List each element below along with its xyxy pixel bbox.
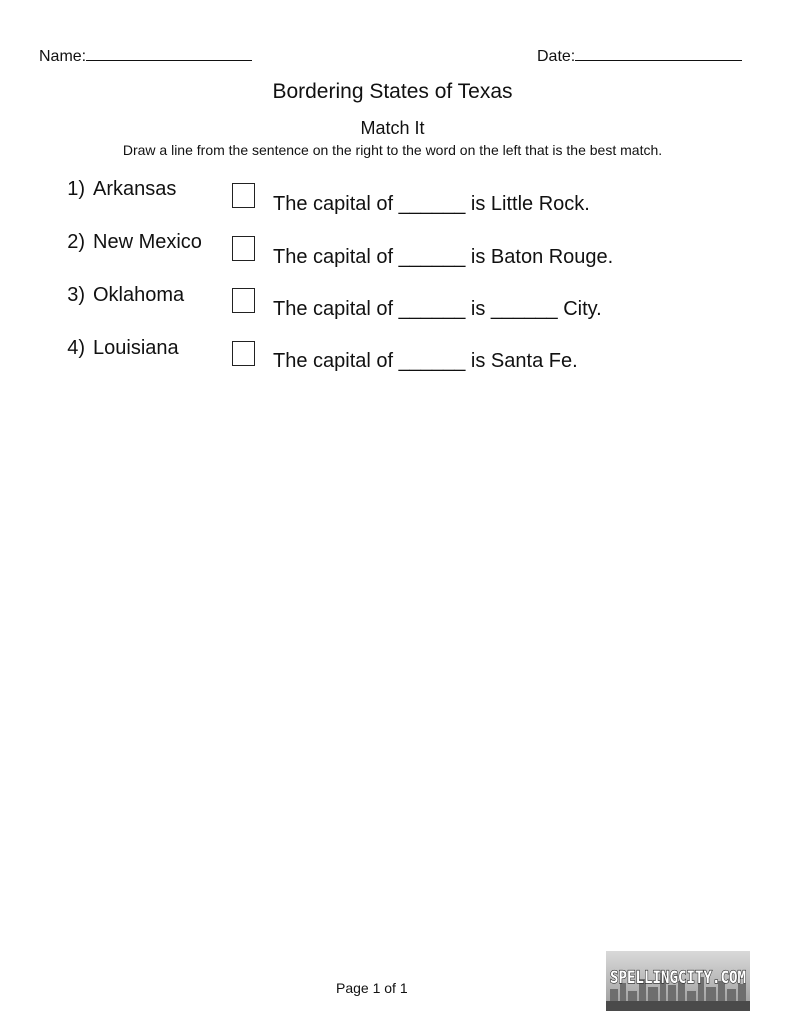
spellingcity-logo <box>606 951 750 1011</box>
word-label: Arkansas <box>93 178 177 200</box>
answer-checkbox-3[interactable] <box>232 288 255 313</box>
word-label: Oklahoma <box>93 284 185 306</box>
word-label: New Mexico <box>93 231 202 253</box>
logo-text: SPELLINGCITY.COM <box>610 968 746 988</box>
date-blank-line[interactable] <box>575 46 742 61</box>
answer-checkbox-1[interactable] <box>232 183 255 208</box>
name-label: Name: <box>39 48 87 65</box>
word-number: 3) <box>67 284 85 306</box>
word-item-1 <box>51 178 176 200</box>
answer-checkbox-4[interactable] <box>232 341 255 366</box>
page-number: Page 1 of 1 <box>336 980 408 996</box>
sentence-2: The capital of ______ is Baton Rouge. <box>273 246 614 268</box>
word-item-2 <box>51 231 202 253</box>
sentence-4: The capital of ______ is Santa Fe. <box>273 350 578 372</box>
sentence-3: The capital of ______ is ______ City. <box>273 298 602 320</box>
word-label: Louisiana <box>93 337 179 359</box>
skyline-logo-icon <box>606 951 750 1011</box>
date-label: Date: <box>537 48 576 65</box>
worksheet-subtitle: Match It <box>360 118 425 138</box>
word-number: 4) <box>67 337 85 359</box>
word-item-4 <box>51 337 179 359</box>
sentence-1: The capital of ______ is Little Rock. <box>273 193 590 215</box>
name-blank-line[interactable] <box>86 46 252 61</box>
word-number: 1) <box>67 178 85 200</box>
worksheet-title: Bordering States of Texas <box>272 80 513 103</box>
instructions: Draw a line from the sentence on the right to the word on the left that is the best match. <box>122 142 663 158</box>
answer-checkbox-2[interactable] <box>232 236 255 261</box>
word-number: 2) <box>67 231 85 253</box>
date-field[interactable] <box>537 46 742 66</box>
name-field[interactable] <box>39 46 252 66</box>
word-item-3 <box>51 284 184 306</box>
